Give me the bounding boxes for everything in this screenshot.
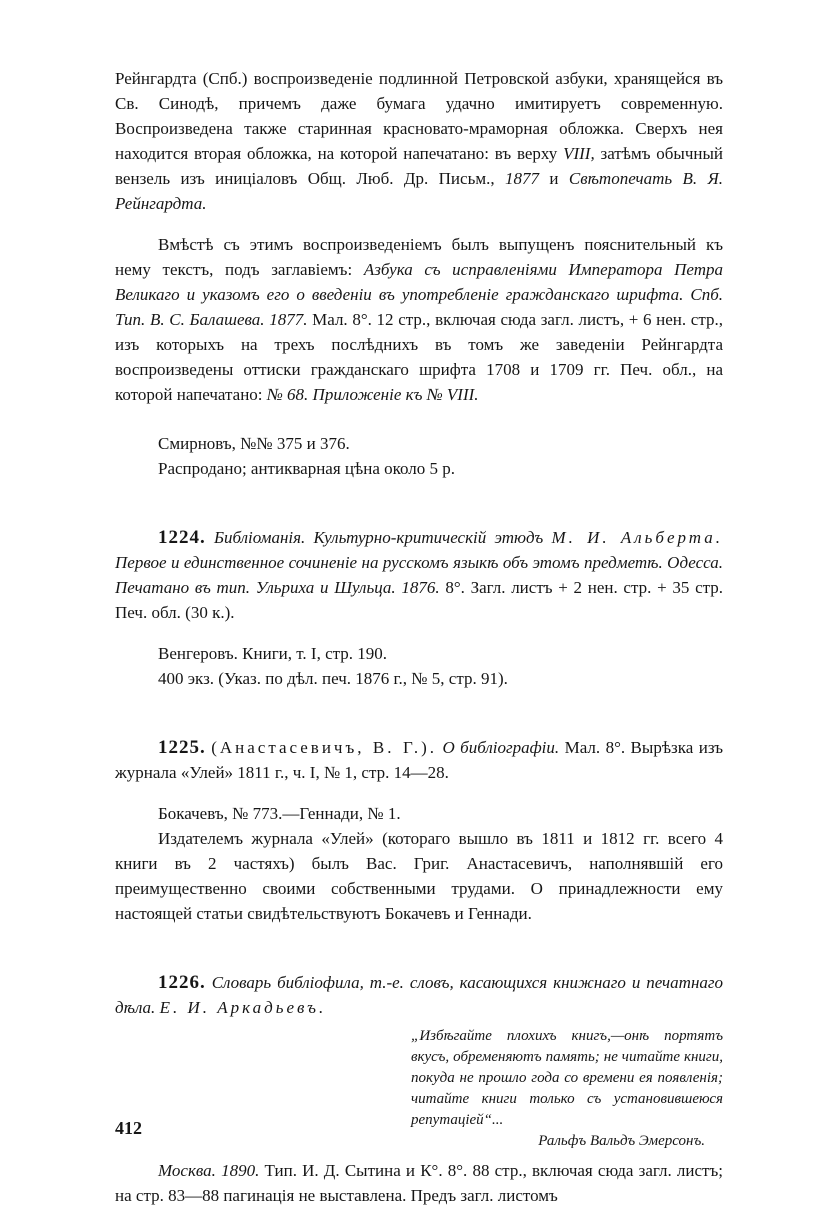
explanatory-details: Мал. 8°. 12 стр., включая сюда загл. листъ, + 6 нен. стр., изъ которыхъ на трехъ послѣднихъ въ томъ же заведеніи Рейнгардта воспроизведены оттиски гражданскаго шрифта 1708 и 1709 гг. Печ. обл., на которой напечатано: <box>115 310 723 404</box>
entry-1225-ref: Бокачевъ, № 773.—Геннади, № 1. <box>158 804 401 823</box>
entry-1226-imprint <box>115 1158 723 1208</box>
entry-1225-title: О библіографіи. <box>442 738 560 757</box>
entry-1224-details: 8°. Загл. листъ + 2 нен. стр. + 35 стр. Печ. обл. (30 к.). <box>115 578 724 622</box>
explanatory-text-paragraph <box>115 232 723 407</box>
intro-paragraph <box>115 66 723 216</box>
entry-1225-author: (Анастасевичъ, В. Г.). <box>211 738 438 757</box>
page-number: 412 <box>115 1118 142 1138</box>
epigraph-quote: „Избѣгайте плохихъ книгъ,—онѣ портятъ вкусъ, обременяютъ память; не читайте книги, покуда не прошло года со времени ея появленія; читайте книги только съ установившеюся репутаціей“... <box>411 1028 723 1128</box>
intro-volume: VIII, <box>563 144 595 163</box>
entry-1226-title: Словарь библіофила, т.-е. словъ, касающихся книжнаго и печатнаго дѣла. <box>115 973 724 1017</box>
entry-number-1224: 1224. <box>158 527 206 548</box>
intro-printer: Свѣтопечать В. Я. Рейнгардта. <box>115 169 723 213</box>
intro-year: 1877 <box>504 169 539 188</box>
entry-1225-details: Мал. 8°. Вырѣзка изъ журнала «Улей» 1811 г., ч. I, № 1, стр. 14—28. <box>115 738 724 782</box>
entry-1224-title: Библіоманія. Культурно-критическій этюдъ <box>213 528 544 547</box>
entry-number-1225: 1225. <box>158 737 206 758</box>
intro-text: Рейнгардта (Спб.) воспроизведеніе подлинной Петровской азбуки, хранящейся въ Св. Синодѣ, причемъ даже бумага удачно имитируетъ современную. Воспроизведена также старинная красновато-мраморная обложка. Сверхъ нея находится вторая обложка, на которой напечатано: въ верху <box>115 69 723 163</box>
entry-1224-subtitle: Первое и единственное сочиненіе на русскомъ языкѣ объ этомъ предметѣ. Одесса. Печатано въ тип. Ульриха и Шульца. 1876. <box>115 553 723 597</box>
entry-1226-author: Е. И. Аркадьевъ. <box>159 998 327 1017</box>
entry-number-1226: 1226. <box>158 972 206 993</box>
explanatory-lead: Вмѣстѣ съ этимъ воспроизведеніемъ былъ выпущенъ пояснительный къ нему текстъ, подъ заглавіемъ: <box>115 235 723 279</box>
epigraph-author: Ральфъ Вальдъ Эмерсонъ. <box>538 1133 705 1149</box>
entry-1224-author: М. И. Альберта. <box>551 528 723 547</box>
explanatory-appendix: № 68. Приложеніе къ № VIII. <box>266 385 479 404</box>
explanatory-title: Азбука съ исправленіями Императора Петра Великаго и указомъ его о введеніи въ употребленіе гражданскаго шрифта. Спб. Тип. В. С. Балашева. 1877. <box>115 260 723 329</box>
reference-smirnov: Смирновъ, №№ 375 и 376. <box>158 434 350 453</box>
entry-1224 <box>115 525 723 625</box>
entry-1226-details: Тип. И. Д. Сытина и К°. 8°. 88 стр., включая сюда загл. листъ; на стр. 83—88 пагинація не выставлена. Предъ загл. листомъ <box>115 1161 723 1205</box>
page-body <box>115 66 723 1208</box>
entry-1226 <box>115 970 723 1020</box>
entry-1225-note: Издателемъ журнала «Улей» (котораго вышло въ 1811 и 1812 гг. всего 4 книги въ 2 частяхъ) былъ Вас. Григ. Анастасевичъ, наполнявшій его преимущественно своими собственными трудами. О принадлежности ему настоящей статьи свидѣтельствуютъ Бокачевъ и Геннади. <box>115 829 723 923</box>
intro-text-2: затѣмъ обычный вензель изъ иниціаловъ Общ. Люб. Др. Письм., <box>115 144 724 188</box>
intro-and: и <box>549 169 559 188</box>
epigraph <box>411 1026 723 1152</box>
entry-1224-ref2: 400 экз. (Указ. по дѣл. печ. 1876 г., № 5, стр. 91). <box>158 669 508 688</box>
sold-out-note: Распродано; антикварная цѣна около 5 р. <box>158 459 456 478</box>
entry-1225 <box>115 735 723 785</box>
entry-1224-ref1: Венгеровъ. Книги, т. I, стр. 190. <box>158 644 388 663</box>
entry-1226-place-year: Москва. 1890. <box>158 1161 260 1180</box>
